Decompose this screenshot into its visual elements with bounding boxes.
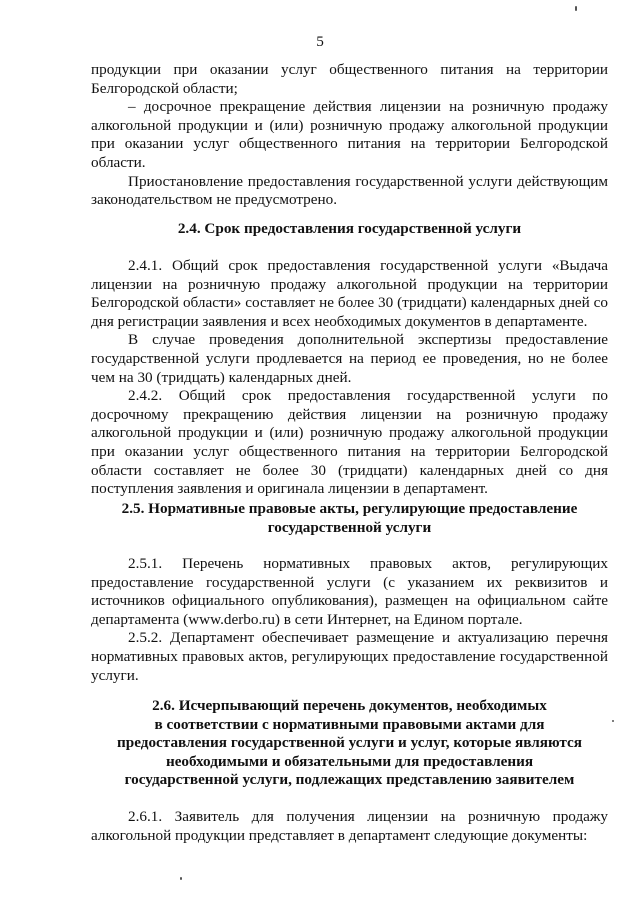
intro-block (91, 61, 608, 210)
section-heading-2-6-line2: в соответствии с нормативными правовыми актами для (154, 715, 545, 733)
paragraph-2-5-2: 2.5.2. Департамент обеспечивает размещение и актуализацию перечня нормативных правовых актов, регулирующих предоставление государственной услуги. (91, 629, 608, 684)
section-2-6 (91, 697, 608, 790)
section-heading-2-6-line3: предоставления государственной услуги и услуг, которые являются (117, 734, 582, 752)
paragraph-2-5-1: 2.5.1. Перечень нормативных правовых актов, регулирующих предоставление государственной услуги (с указанием их реквизитов и источников официального опубликования), размещен на официальном сайте департамента (www.derbo.ru) в сети Интернет, на Едином портале. (91, 555, 608, 628)
paragraph-continuation: продукции при оказании услуг общественного питания на территории Белгородской области; (91, 61, 608, 97)
paragraph-suspension: Приостановление предоставления государственной услуги действующим законодательством не предусмотрено. (91, 172, 608, 209)
section-2-6-body (91, 808, 608, 845)
paragraph-2-4-2: 2.4.2. Общий срок предоставления государственной услуги по досрочному прекращению действия лицензии на розничную продажу алкогольной продукции и (или) розничную продажу алкогольной продукции при оказании услуг общественного питания на территории Белгородской области составляет не более 30 (тридцати) календарных дней со дня поступления заявления и оригинала лицензии в департамент. (91, 387, 608, 498)
scan-speck (180, 877, 182, 880)
paragraph-2-4-1: 2.4.1. Общий срок предоставления государственной услуги «Выдача лицензии на розничную продажу алкогольной продукции на территории Белгородской области» составляет не более 30 (тридцати) календарных дней со дня регистрации заявления и всех необходимых документов в департаменте. (91, 257, 608, 330)
section-heading-2-6-line1: 2.6. Исчерпывающий перечень документов, необходимых (152, 697, 547, 714)
section-heading-2-5-line2: государственной услуги (267, 518, 432, 536)
section-2-5-body (91, 555, 608, 685)
section-2-4-body (91, 257, 608, 499)
scan-speck (575, 6, 577, 11)
section-heading-2-4: 2.4. Срок предоставления государственной услуги (177, 220, 522, 237)
section-2-5 (91, 500, 608, 537)
section-heading-2-6-line4: необходимыми и обязательными для предоставления (165, 752, 534, 770)
section-heading-2-6-line5: государственной услуги, подлежащих представлению заявителем (124, 771, 575, 789)
section-2-4 (91, 220, 608, 239)
scan-speck (612, 720, 614, 722)
section-heading-2-5-line1: 2.5. Нормативные правовые акты, регулирующие предоставление (121, 500, 578, 517)
page-number: 5 (316, 33, 324, 50)
paragraph-2-6-1: 2.6.1. Заявитель для получения лицензии на розничную продажу алкогольной продукции представляет в департамент следующие документы: (91, 808, 608, 844)
paragraph-2-4-1-extension: В случае проведения дополнительной экспертизы предоставление государственной услуги продлевается на период ее проведения, но не более чем на 30 (тридцать) календарных дней. (91, 331, 608, 386)
paragraph-early-termination: – досрочное прекращение действия лицензии на розничную продажу алкогольной продукции и (или) розничную продажу алкогольной продукции при оказании услуг общественного питания на территории Белгородской области. (91, 98, 608, 171)
